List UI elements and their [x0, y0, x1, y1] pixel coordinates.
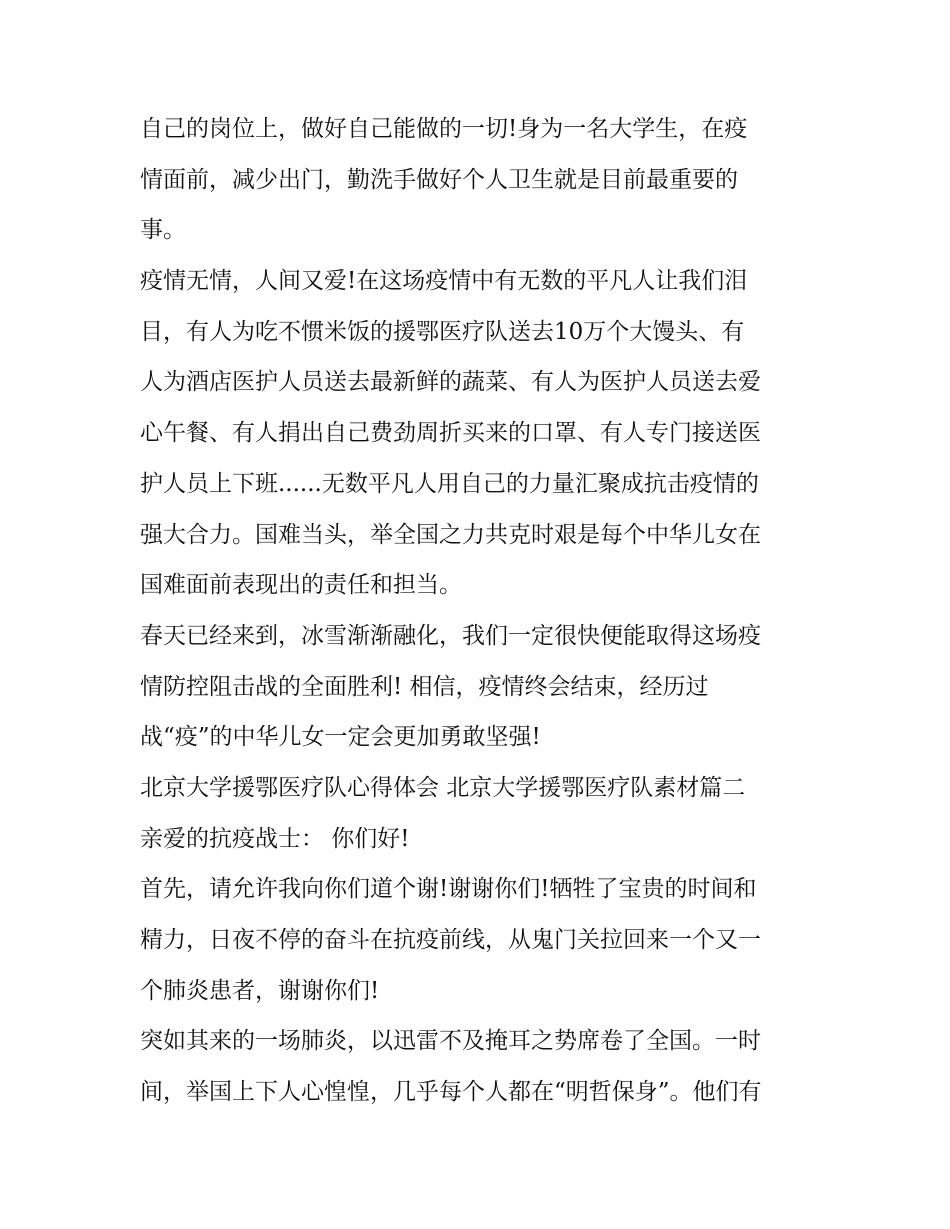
- text-line: 战“疫”的中华儿女一定会更加勇敢坚强!: [140, 724, 541, 751]
- text-line: 人为酒店医护人员送去最新鲜的蔬菜、有人为医护人员送去爱: [140, 369, 761, 396]
- document-body: [140, 104, 820, 1118]
- text-line: 目，有人为吃不惯米饭的援鄂医疗队送去10万个大馒头、有: [140, 318, 745, 345]
- text-line: 首先，请允许我向你们道个谢!谢谢你们!牺牲了宝贵的时间和: [140, 876, 757, 903]
- text-line: 事。: [140, 217, 186, 244]
- text-line: 情防控阻击战的全面胜利! 相信，疫情终会结束，经历过: [140, 673, 709, 700]
- text-line: 疫情无情，人间又爱!在这场疫情中有无数的平凡人让我们泪: [140, 268, 748, 295]
- greeting-line: 亲爱的抗疫战士： 你们好!: [140, 825, 410, 852]
- text-line: 精力，日夜不停的奋斗在抗疫前线，从鬼门关拉回来一个又一: [140, 927, 761, 953]
- text-line: 强大合力。国难当头，举全国之力共克时艰是每个中华儿女在: [140, 521, 761, 548]
- text-line: 护人员上下班......无数平凡人用自己的力量汇聚成抗击疫情的: [140, 470, 759, 497]
- text-line: 间，举国上下人心惶惶，几乎每个人都在“明哲保身”。他们有: [140, 1079, 762, 1106]
- section-heading: 北京大学援鄂医疗队心得体会 北京大学援鄂医疗队素材篇二: [140, 774, 746, 801]
- text-line: 心午餐、有人捐出自己费劲周折买来的口罩、有人专门接送医: [140, 420, 761, 447]
- text-line: 国难面前表现出的责任和担当。: [140, 572, 462, 599]
- text-line: 情面前，减少出门，勤洗手做好个人卫生就是目前最重要的: [140, 166, 738, 193]
- text-line: 春天已经来到，冰雪渐渐融化，我们一定很快便能取得这场疫: [140, 622, 761, 649]
- text-line: 突如其来的一场肺炎，以迅雷不及掩耳之势席卷了全国。一时: [140, 1028, 761, 1055]
- text-line: 个肺炎患者，谢谢你们!: [140, 977, 380, 1004]
- text-line: 自己的岗位上，做好自己能做的一切!身为一名大学生，在疫: [140, 116, 748, 142]
